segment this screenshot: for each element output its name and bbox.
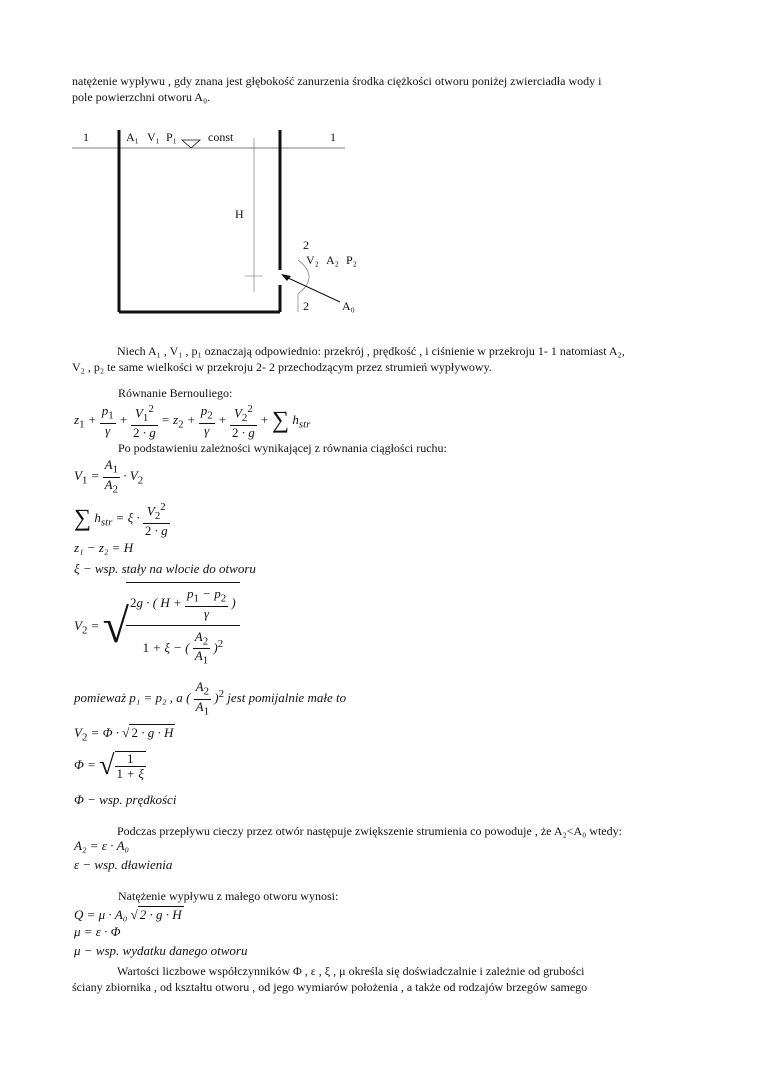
water-level-icon — [182, 140, 200, 148]
label-P1: P₁ — [166, 130, 177, 144]
natezenie-heading: Natężenie wypływu z małego otworu wynosi: — [118, 889, 339, 903]
para-niech-line-1: Niech A₁ , V₁ , p₁ oznaczają odpowiednio: przekrój , prędkość , i ciśnienie w przekroju 1- 1 natomiast A₂, — [117, 344, 625, 358]
A0-arrow-line — [286, 277, 340, 302]
para-podczas: Podczas przepływu cieczy przez otwór następuje zwiększenie strumienia co powoduje , że A₂<A₀ wtedy: — [117, 824, 622, 838]
tank-diagram — [60, 120, 370, 325]
epsilon-definition: ε − wsp. dławienia — [74, 857, 173, 872]
continuity-equation: $V_1$ = $\frac{A_1}{A_2}$ · $V_2$ — [74, 457, 144, 496]
label-V2: V₂ — [306, 253, 319, 267]
label-A2: A₂ — [326, 253, 339, 267]
label-1-right: 1 — [330, 130, 336, 144]
ciaglosc-heading: Po podstawieniu zależności wynikającej z równania ciągłości ruchu: — [118, 441, 447, 455]
pomiewaz-tail: jest pomijalnie małe to — [227, 690, 347, 706]
label-H: H — [235, 207, 244, 221]
flow-rate-radicand: 2 · g · H — [139, 907, 182, 922]
para-wartosci-line-1: Wartości liczbowe współczynników Φ , ε , ξ , μ określa się doświadczalnie i zależnie od grubości — [117, 964, 585, 978]
height-difference-equation: z₁ − z₂ = H — [74, 540, 134, 555]
label-1-left: 1 — [83, 130, 89, 144]
intro-line-2: pole powierzchni otworu A₀. — [72, 90, 211, 104]
pomiewaz-line: pomieważ p₁ = p₂ , a ( $\frac{A_2}{A_1}$ )$^2$ jest pomijalnie małe to — [74, 679, 347, 718]
label-const: const — [208, 130, 234, 144]
mu-equation: μ = ε · Φ — [74, 924, 121, 939]
bernoulli-equation: $z_1$ + $\frac{p_1}{\gamma}$ + $\frac{V_1^2}{2 \cdot g}$ = $z_2$ + $\frac{p_2}{\gamma}$ + $\frac{V_2^2}{2 \cdot g}$ + ∑ $h_{str}$ — [74, 403, 311, 440]
label-A1: A₁ — [126, 130, 139, 144]
phi-formula: Φ = √ $\frac{1}{1 + \xi}$ — [74, 750, 144, 781]
mu-definition: μ − wsp. wydatku danego otworu — [74, 943, 248, 958]
losses-equation: ∑ $h_{str} = \xi$ · $\frac{V_2^2}{2 \cdot g}$ — [74, 501, 168, 538]
para-wartosci-line-2: ściany zbiornika , od kształtu otworu , od jego wymiarów położenia , a także od rodzajów brzegów samego — [72, 980, 588, 994]
bernoulli-heading: Równanie Bernouliego: — [118, 386, 233, 400]
phi-definition: Φ − wsp. prędkości — [74, 792, 177, 807]
pomiewaz-text: pomieważ p₁ = p₂ , a — [74, 690, 183, 706]
intro-line-1: natężenie wypływu , gdy znana jest głębokość zanurzenia środka ciężkości otworu poniżej zwierciadła wody i — [72, 74, 602, 88]
label-A0: A₀ — [342, 299, 355, 313]
label-V1: V₁ — [147, 130, 160, 144]
xi-definition: ξ − wsp. stały na wlocie do otworu — [74, 561, 256, 576]
para-niech-line-2: V₂ , p₂ te same wielkości w przekroju 2- 2 przechodzącym przez strumień wypływowy. — [72, 360, 492, 374]
A2-equation: A₂ = ε · A₀ — [74, 838, 130, 853]
label-2-top: 2 — [303, 238, 309, 252]
A0-arrow-head — [281, 274, 291, 281]
flow-rate-equation: Q = μ · A₀ √ 2 · g · H — [74, 907, 182, 922]
v2-full-formula: $V_2$ = √ 2g · ( H + $\frac{p_1 - p_2}{\gamma}$ ) 1 + ξ − ( $\frac{A_2}{A_1}$ )$^2$ — [74, 582, 240, 672]
label-2-bottom: 2 — [303, 299, 309, 313]
label-P2: P₂ — [346, 253, 357, 267]
v2-simplified: $V_2 = \Phi$ · √ 2 · g · H — [74, 725, 174, 744]
flow-rate-lhs: Q = μ · A₀ — [74, 907, 128, 922]
